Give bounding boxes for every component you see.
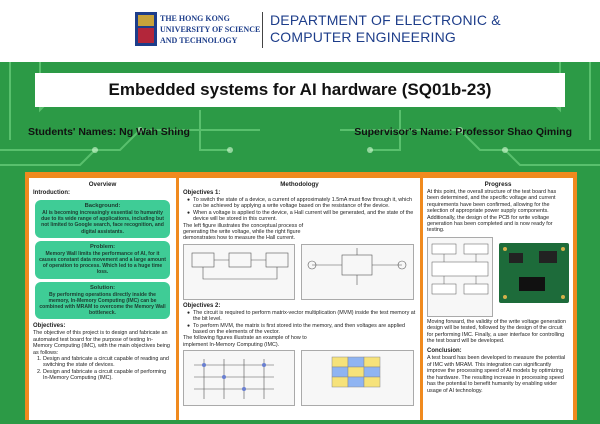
hkust-logo-icon bbox=[135, 12, 157, 46]
imc-matrix-figure bbox=[183, 350, 295, 406]
imc-example-table-icon bbox=[302, 351, 415, 407]
objectives-1-text: The left figure illustrates the conceptual process of generating the write voltage, while the right figure demonstrates how to measure the Hall current. bbox=[183, 222, 304, 242]
header-divider bbox=[262, 12, 263, 48]
background-text: AI is becoming increasingly essential to humanity due to its wide range of applications, including but not limited to Google search, face recognition, and digital assistants. bbox=[41, 210, 164, 235]
progress-column bbox=[423, 178, 573, 420]
objectives-2-bullet: ● To perform MVM, the matrix is first stored into the memory, and then voltages are applied based on the elements of the vector. bbox=[187, 323, 416, 336]
department-name bbox=[270, 12, 501, 46]
imc-example-figure bbox=[301, 350, 414, 406]
pcb-photo bbox=[499, 243, 569, 303]
solution-box bbox=[35, 282, 170, 320]
objectives-2-text: The following figures illustrate an example of how to implement In-Memory Computing (IMC). bbox=[183, 335, 307, 348]
objective-item: 1. Design and fabricate a circuit capable of reading and switching the state of devices. bbox=[43, 356, 172, 369]
objectives-1-list bbox=[179, 197, 420, 223]
poster-header bbox=[0, 0, 600, 62]
names-row bbox=[28, 124, 572, 141]
objectives-2-bullet: ● The circuit is required to perform matrix-vector multiplication (MVM) inside the test memory at the bit level. bbox=[187, 310, 416, 323]
solution-title: Solution: bbox=[89, 284, 116, 291]
supervisor-name: Supervisor's Name: Professor Shao Qiming bbox=[354, 126, 572, 138]
title-banner bbox=[35, 73, 565, 107]
imc-matrix-icon bbox=[184, 351, 296, 407]
objectives-2-list bbox=[179, 310, 420, 336]
solution-text: By performing operations directly inside the memory, In-Memory Computing (IMC) can be combined with MRAM to overcome the Memory Wall bottleneck. bbox=[39, 291, 166, 317]
methodology-heading: Methodology bbox=[280, 181, 319, 188]
university-line: THE HONG KONG bbox=[160, 14, 230, 23]
objectives-text: The objective of this project is to design and fabricate an automated test board for the purpose of testing In-Memory Computing (IMC), with the main objectives being as follows: bbox=[33, 330, 170, 356]
objectives-2-label: Objectives 2: bbox=[183, 302, 221, 309]
problem-title: Problem: bbox=[89, 243, 116, 250]
progress-figures bbox=[427, 237, 569, 319]
conclusion-label: Conclusion: bbox=[427, 348, 462, 355]
objectives-1-figures bbox=[183, 244, 416, 302]
introduction-label: Introduction: bbox=[33, 190, 70, 196]
write-voltage-figure bbox=[183, 244, 295, 300]
progress-text-2: Moving forward, the validity of the write voltage generation design will be tested, followed by the design of the circuit for performing IMC. Finally, a user interface for controlling the test board will be developed. bbox=[427, 318, 567, 345]
department-line: DEPARTMENT OF ELECTRONIC & bbox=[270, 12, 501, 28]
overview-heading: Overview bbox=[88, 181, 117, 188]
problem-text: Memory Wall limits the performance of AI, for it causes constant data movement and a large amount of operation to process. Which led to a huge time loss. bbox=[39, 250, 166, 276]
objectives-list bbox=[29, 356, 176, 382]
block-diagram-icon bbox=[428, 238, 494, 318]
university-line: AND TECHNOLOGY bbox=[160, 36, 238, 45]
students-names: Students' Names: Ng Wah Shing bbox=[28, 126, 190, 138]
conclusion-text: A test board has been developed to measure the potential of IMC with MRAM. This integration can significantly improve the processing speed of AI models by optimizing the hardware. The resulting increase in processing speed has the potential to benefit humanity by enabling wider usage of AI technology. bbox=[427, 355, 566, 394]
university-name bbox=[160, 13, 260, 46]
background-box bbox=[35, 200, 170, 238]
hall-current-figure bbox=[301, 244, 414, 300]
hall-measurement-circuit-icon bbox=[302, 245, 415, 289]
objectives-2-figures bbox=[183, 350, 416, 408]
write-voltage-circuit-icon bbox=[184, 245, 296, 289]
objectives-1-label: Objectives 1: bbox=[183, 190, 221, 196]
methodology-column bbox=[179, 178, 420, 420]
board-block-diagram bbox=[427, 237, 493, 317]
progress-text-1: At this point, the overall structure of the test board has been determined, and the specific voltage and current requirements have been confirmed, allowing for the selection of appropriate power supply components. Additionally, the design of the PCB for write voltage generation has been completed and is now ready for testing. bbox=[427, 189, 557, 234]
university-line: UNIVERSITY OF SCIENCE bbox=[160, 25, 261, 34]
problem-box bbox=[35, 241, 170, 279]
objectives-label: Objectives: bbox=[33, 323, 66, 330]
objectives-1-bullet: ● When a voltage is applied to the device, a Hall current will be generated, and the state of the device will be stored in this current. bbox=[187, 210, 416, 223]
background-title: Background: bbox=[84, 203, 121, 209]
objectives-1-bullet: ● To switch the state of a device, a current of approximately 1.5mA must flow through it, which can be achieved by applying a write voltage based on the resistance of the device. bbox=[187, 197, 416, 210]
pcb-board-icon bbox=[499, 243, 569, 303]
poster-title: Embedded systems for AI hardware (SQ01b-23) bbox=[108, 80, 492, 99]
progress-heading: Progress bbox=[484, 181, 512, 188]
objective-item: 2. Design and fabricate a circuit capable of performing In-Memory Computing (IMC). bbox=[43, 369, 172, 382]
overview-column bbox=[29, 178, 176, 420]
department-line: COMPUTER ENGINEERING bbox=[270, 29, 457, 45]
